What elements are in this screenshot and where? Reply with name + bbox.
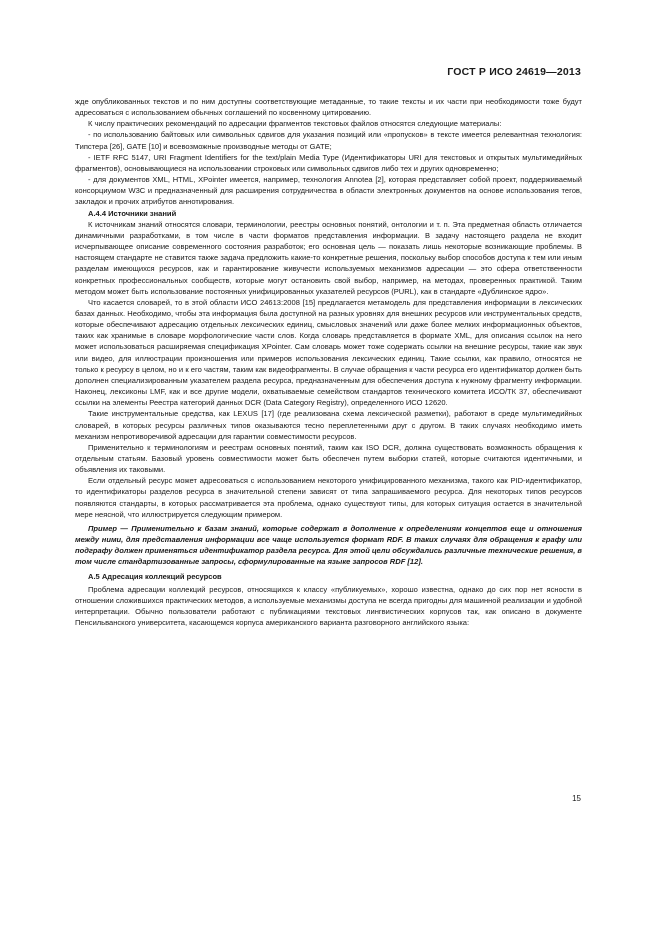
paragraph: Такие инструментальные средства, как LEXUS [17] (где реализована схема лексической разметки), работают в среде мультимедийных словарей, в которых ресурсы различных типов оказываются тесно переплетенными друг с другом. В таких случаях необходимо иметь механизм непротиворечивой адресации для гарантии совместимости ресурсов. <box>75 409 582 441</box>
paragraph: жде опубликованных текстов и по ним доступны соответствующие метаданные, то такие тексты и их части при необходимости тоже будут адресоваться с использованием обычных соглашений по косвенному цитированию. <box>75 97 582 118</box>
example-note: Пример — Применительно к базам знаний, которые содержат в дополнение к определениям концептов еще и отношения между ними, для представления информации все чаще используется формат RDF. В таких случаях для обращения к графу или подграфу должен применяться идентификатор раздела ресурса. Для этой цели обсуждались различные технические решения, в том числе стандартизованные запросы, сформулированные на языке запросов RDF [12]. <box>75 523 582 567</box>
document-header: ГОСТ Р ИСО 24619—2013 <box>447 66 581 78</box>
section-heading: А.5 Адресация коллекций ресурсов <box>88 571 222 581</box>
paragraph: Проблема адресации коллекций ресурсов, относящихся к классу «публикуемых», хорошо известна, однако до сих пор нет ясности в отношении сложившихся практических методов, а используемые механизмы доступа не всегда пригодны для машинной реализации и удобной интерпретации. Обычно пользователи работают с публикациями текстовых лингвистических корпусов так, как описано в документе Пенсильванского университета, касающемся корпуса американского варианта разговорного английского языка: <box>75 584 582 628</box>
page-number: 15 <box>572 794 581 803</box>
list-item: - по использованию байтовых или символьных сдвигов для указания позиций или «пропусков» в тексте имеется релевантная технология: Tипстера [26], GATE [10] и всевозможные производные методы от GATE; <box>75 130 582 151</box>
paragraph: Если отдельный ресурс может адресоваться с использованием некоторого унифицированного механизма, такого как PID-идентификатор, то идентификаторы разделов ресурса в значительной степени зависят от типа запрашиваемого ресурса. Для некоторых типов ресурсов появляются стандарты, в которых рассматривается эта проблема, однако существуют типы, для которых ситуация остается в значительной мере неясной, что иллюстрируется следующим примером. <box>75 476 582 519</box>
paragraph: К числу практических рекомендаций по адресации фрагментов текстовых файлов относятся следующие материалы: <box>88 119 502 129</box>
paragraph: Применительно к терминологиям и реестрам основных понятий, таким как ISO DCR, должна существовать возможность обращения к отдельным статьям. Базовый уровень совместимости может быть обеспечен путем выборки статей, которые считаются идентичными, и объявления их таковыми. <box>75 442 582 475</box>
document-body <box>75 96 582 628</box>
section-heading: А.4.4 Источники знаний <box>88 208 177 218</box>
paragraph: Что касается словарей, то в этой области ИСО 24613:2008 [15] предлагается метамодель для представления информации в лексических базах данных. Необходимо, чтобы эта информация была доступной на разных уровнях для внешних ресурсов или инструментальных средств, которые обеспечивают адресацию отдельных лексических единиц, смысловых значений или даже более мелких информационных объектов, таких как хранимые в словаре морфологические части слов. Когда словарь представляется в формате XML, для описания ссылок на него может использоваться расширяемая спецификация XPointer. Сам словарь может тоже содержать ссылки на внешние ресурсы, такие как звук или видео, для иллюстрации произношения или примеров использования лексических единиц. Такие ссылки, как правило, относятся не только к ресурсу в целом, но и к его частям, таким как видеофрагменты. В случае обращения к части ресурса его идентификатор должен быть дополнен специализированным указателем раздела ресурса, предназначенным для обеспечения доступа к нужному фрагменту информации. Наконец, лексиконы LMF, как и все другие модели, охватываемые семейством стандартов технического комитета ИСО/ТК 37, обеспечивают ссылки на элементы Реестра категорий данных DCR (Data Category Registry), определенного ИСО 12620. <box>75 297 582 408</box>
paragraph: К источникам знаний относятся словари, терминологии, реестры основных понятий, онтологии и т. п. Эта предметная область отличается динамичными разработками, в том числе в части форматов представления информации. В задачу настоящего раздела не входит исчерпывающее описание современного состояния разработок; его основная цель — показать лишь некоторые возникающие проблемы. В настоящем стандарте не ставится также задача предложить какие-то конкретные решения, поскольку выбор способов доступа к тем или иным разделам имеющихся ресурсов, как и гарантирование живучести используемых механизмов адресации — это сфера ответственности конкретных профессиональных сообществ, которые могут остановить свой выбор, например, на методах, проверенных практикой. Таким методом может быть использование постоянных унифицированных указателей ресурсов (PURL), как в стандарте «Дублинское ядро». <box>75 219 582 296</box>
list-item: - IETF RFC 5147, URI Fragment Identifiers for the text/plain Media Type (Идентификаторы URI для текстовых и открытых мультимедийных фрагментов), основывающиеся на использовании строковых или символьных сдвигов либо тех и других одновременно; <box>75 152 582 173</box>
list-item: - для документов XML, HTML, XPointer имеется, например, технология Annotea [2], которая представляет собой проект, поддерживаемый консорциумом W3C и предназначенный для расширения сотрудничества в области электронных документов на основе использования тегов, закладок и прочих атрибутов аннотирования. <box>75 175 582 207</box>
